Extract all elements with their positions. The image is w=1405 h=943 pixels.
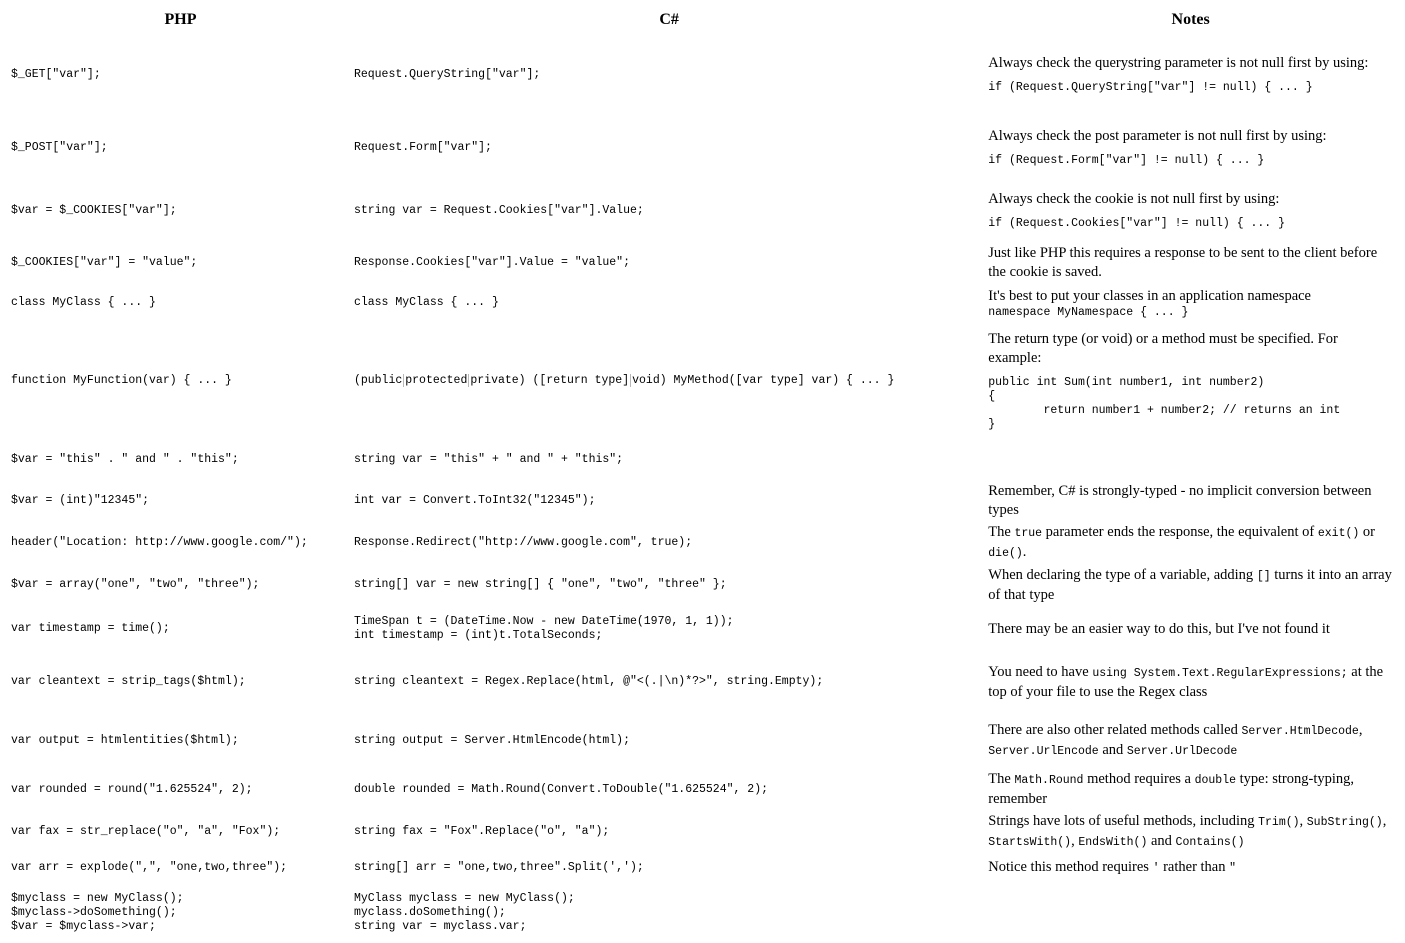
csharp-code: TimeSpan t = (DateTime.Now - new DateTime(1970, 1, 1)); int timestamp = (int)t.TotalSeconds; [353,615,734,642]
php-code: header("Location: http://www.google.com/"); [11,536,308,549]
note [988,479,1393,522]
php-code: $myclass = new MyClass(); $myclass->doSomething(); $var = $myclass->var; [11,892,184,933]
php-code: var output = htmlentities($html); [11,733,239,747]
csharp-column-header: C# [659,10,679,28]
php-code: function MyFunction(var) { ... } [11,374,232,387]
php-code: $var = array("one", "two", "three"); [11,578,260,591]
note-text: and [1147,832,1176,849]
inline-code: Math.Round [1014,774,1084,787]
inline-code: Server.HtmlDecode [1241,724,1359,738]
note-text: Always check the querystring parameter is not null first by using: [988,55,1369,71]
table-row [11,33,1393,116]
note-code: public int Sum(int number1, int number2) { return number1 + number2; // returns an int } [988,376,1341,431]
inline-code: StartsWith() [988,835,1072,849]
note-text: The [988,771,1015,787]
csharp-code: string var = Request.Cookies["var"].Value; [353,203,644,217]
note-text: method requires a [1083,771,1195,787]
note [988,769,1393,810]
note-text: , [1358,721,1363,738]
php-code: var cleantext = strip_tags($html); [11,675,246,688]
table-row [11,479,1393,522]
note-text: Strings have lots of useful methods, including [988,812,1259,829]
table-row [11,652,1393,712]
csharp-code-part: (public [353,374,403,387]
note [988,522,1393,564]
pipe-separator [630,374,631,387]
note-text: Remember, C# is strongly-typed - no implicit conversion between types [988,482,1372,518]
note [988,116,1393,179]
note-text: type: strong-typing, remember [988,771,1355,807]
note [988,322,1393,440]
note [988,853,1393,883]
csharp-code: MyClass myclass = new MyClass(); myclass.doSomething(); string var = myclass.var; [353,892,575,933]
note [988,33,1393,116]
comparison-table [7,6,1397,943]
note-text: , [1382,812,1387,829]
note [988,810,1393,853]
php-code: var rounded = round("1.625524", 2); [11,782,253,796]
notes-column-header: Notes [1171,10,1210,28]
note-text: You need to have [988,663,1093,680]
inline-code: exit() [1317,527,1360,540]
inline-code: [] [1256,569,1271,583]
table-row [11,810,1393,853]
inline-code: ' [1152,862,1160,875]
inline-code: Trim() [1258,815,1300,829]
table-row [11,853,1393,883]
note-text: parameter ends the response, the equivalent of [1042,524,1318,540]
csharp-code: int var = Convert.ToInt32("12345"); [353,493,596,507]
note [988,652,1393,712]
note [988,564,1393,606]
table-row [11,322,1393,440]
csharp-code: string cleantext = Regex.Replace(html, @"<(.|\n)*?>", string.Empty); [353,675,824,688]
note [988,606,1393,652]
note-text: Always check the post parameter is not null first by using: [988,128,1327,144]
inline-code: Server.UrlEncode [988,744,1099,758]
php-code: $var = "this" . " and " . "this"; [11,452,239,466]
note [988,242,1393,284]
note-code: if (Request.Form["var"] != null) { ... } [988,154,1265,167]
note-text: or [1359,524,1375,540]
csharp-code-part: protected [405,374,468,387]
note-code: namespace MyNamespace { ... } [988,305,1189,319]
php-code: $_POST["var"]; [11,140,108,154]
table-row [11,284,1393,322]
note-text: , [1071,832,1079,849]
inline-code: Contains() [1175,835,1245,849]
csharp-code-part: void) MyMethod([var type] var) { ... } [632,374,895,387]
note-text: When declaring the type of a variable, adding [988,566,1257,583]
csharp-code: Response.Redirect("http://www.google.com", true); [353,536,693,549]
note-text: Notice this method requires [988,859,1153,875]
php-code: $var = (int)"12345"; [11,493,150,507]
inline-code: true [1014,527,1043,540]
note [988,712,1393,769]
inline-code: die() [988,547,1023,560]
table-row [11,564,1393,606]
table-row [11,606,1393,652]
csharp-code: string fax = "Fox".Replace("o", "a"); [353,824,610,838]
csharp-code-part: private) ([return type] [470,374,630,387]
table-row [11,179,1393,242]
php-code: var timestamp = time(); [11,622,170,635]
inline-code: EndsWith() [1078,835,1148,849]
note-text: There are also other related methods called [988,721,1242,738]
note-text: It's best to put your classes in an application namespace [988,287,1311,304]
note-text: The [988,524,1015,540]
csharp-code: string[] arr = "one,two,three".Split(','); [353,861,644,874]
table-row [11,712,1393,769]
csharp-code: string output = Server.HtmlEncode(html); [353,733,630,747]
note-text: , [1299,812,1307,829]
csharp-code: double rounded = Math.Round(Convert.ToDouble("1.625524", 2); [353,782,769,796]
php-code: $_COOKIES["var"] = "value"; [11,256,198,269]
php-code: $var = $_COOKIES["var"]; [11,203,177,217]
note-code: if (Request.QueryString["var"] != null) { ... } [988,81,1313,94]
header-row [11,6,1393,33]
php-code: $_GET["var"]; [11,67,101,81]
note-text: at the top of your file to use the Regex class [988,663,1384,700]
table-row [11,883,1393,943]
note [988,179,1393,242]
inline-code: SubString() [1306,815,1383,829]
note-text: Always check the cookie is not null first by using: [988,191,1280,207]
php-code: var fax = str_replace("o", "a", "Fox"); [11,824,281,838]
note [988,284,1393,322]
csharp-code: class MyClass { ... } [353,296,499,309]
note [988,440,1393,479]
csharp-code: Request.QueryString["var"]; [353,67,541,81]
csharp-code [354,322,984,440]
note-code: if (Request.Cookies["var"] != null) { ... } [988,217,1286,230]
table-row [11,522,1393,564]
note-text: Just like PHP this requires a response to be sent to the client before the cookie is saved. [988,245,1378,280]
csharp-code: Response.Cookies["var"].Value = "value"; [353,256,630,269]
inline-code: double [1194,774,1237,787]
inline-code: " [1229,862,1237,875]
table-row [11,116,1393,179]
inline-code: using System.Text.RegularExpressions; [1092,666,1348,680]
php-code: class MyClass { ... } [11,296,156,309]
csharp-code: string[] var = new string[] { "one", "two", "three" }; [353,578,727,591]
table-row [11,769,1393,810]
csharp-code: string var = "this" + " and " + "this"; [353,452,624,466]
note-text: There may be an easier way to do this, but I've not found it [988,620,1330,637]
note-text: . [1022,544,1027,560]
inline-code: Server.UrlDecode [1126,744,1238,758]
php-column-header: PHP [164,10,197,28]
note-text: turns it into an array of that type [988,566,1392,603]
note-text: and [1098,741,1127,758]
table-row [11,242,1393,284]
csharp-code: Request.Form["var"]; [353,140,492,154]
table-row [11,440,1393,479]
note-text: rather than [1159,859,1230,875]
note-text: The return type (or void) or a method must be specified. For example: [988,331,1338,366]
note [988,883,1393,943]
php-code: var arr = explode(",", "one,two,three"); [11,861,288,874]
